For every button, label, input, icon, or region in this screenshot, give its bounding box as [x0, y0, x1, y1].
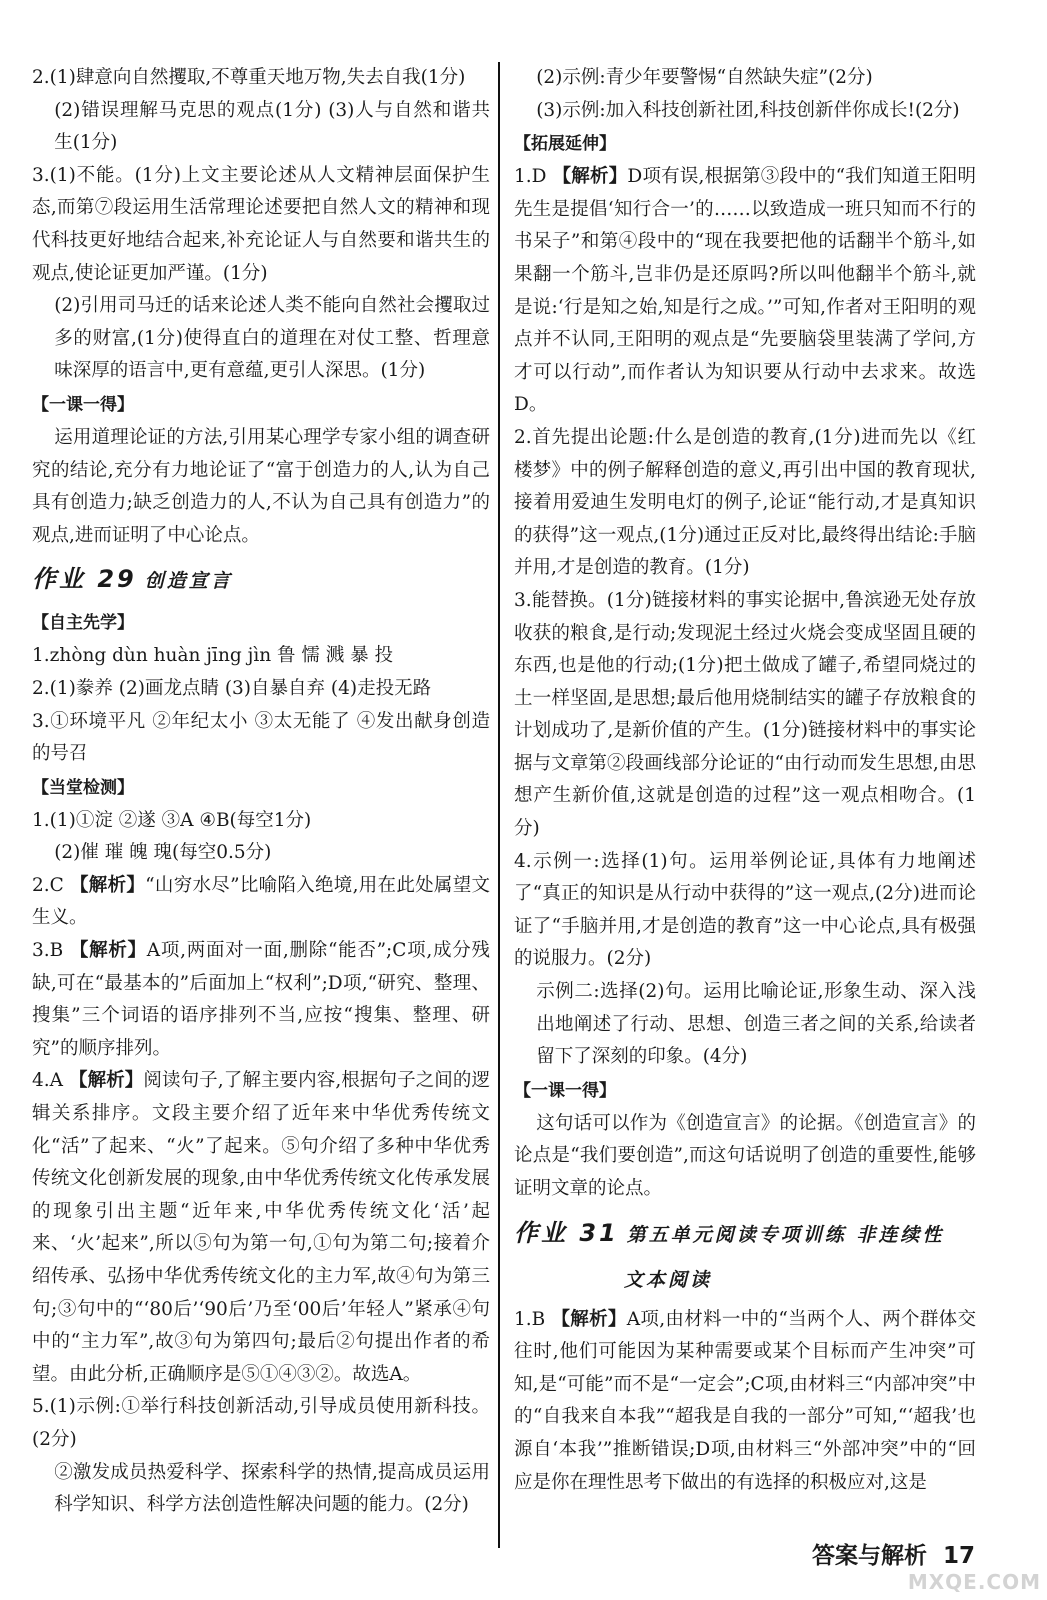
answer-2: 2.(1)肆意向自然攫取,不尊重天地万物,失去自我(1分) — [32, 67, 466, 88]
reading-1 — [514, 1304, 976, 1500]
assignment-number: 作业 29 — [32, 565, 137, 594]
choice-letter: 1.B — [514, 1308, 552, 1330]
analysis-tag: 【解析】 — [552, 166, 628, 188]
pinyin-answer: 1.zhòng dùn huàn jīng jìn 鲁 懦 溅 暴 投 — [32, 645, 394, 667]
check-2 — [32, 870, 490, 935]
choice-letter: 4.A — [32, 1070, 69, 1092]
answer-3-sub: (2)引用司马迁的话来论述人类不能向自然社会攫取过多的财富,(1分)使得直白的道理在对仗工整、哲理意味深厚的语言中,更有意蕴,更引人深思。(1分) — [54, 295, 490, 382]
extend-1 — [514, 161, 976, 422]
page-footer — [812, 1537, 975, 1570]
answer-2-sub: (2)错误理解马克思的观点(1分) (3)人与自然和谐共生(1分) — [54, 99, 490, 154]
analysis-tag: 【解析】 — [69, 874, 146, 896]
reasons-answer: 3.①环境平凡 ②年纪太小 ③太无能了 ④发出献身创造的号召 — [32, 710, 490, 765]
section-heading: 【当堂检测】 — [32, 777, 134, 798]
section-heading: 【一课一得】 — [32, 394, 134, 415]
analysis-text: A项,两面对一面,删除“能否”;C项,成分残缺,可在“最基本的”后面加上“权利”;D项,“研究、整理、搜集”三个词语的语序排列不当,应按“搜集、整理、研究”的顺序排列。 — [32, 940, 490, 1059]
analysis-text: A项,由材料一中的“当两个人、两个群体交往时,他们可能因为某种需要或某个目标而产生冲突”可知,是“可能”而不是“一定会”;C项,由材料三“内部冲突”中的“自我来自本我”“超我是自我的一部分”可知,“‘超我’也源自‘本我’”推断错误;D项,由材料三“外部冲突”中的“回应是你在理性思考下做出的有选择的积极应对,这是 — [514, 1308, 976, 1493]
check-4 — [32, 1065, 490, 1391]
extend-3: 3.能替换。(1分)链接材料的事实论据中,鲁滨逊无处存放收获的粮食,是行动;发现泥土经过火烧会变成坚固且硬的东西,也是他的行动;(1分)把土做成了罐子,希望同烧过的土一样坚固,是思想;最后他用烧制结实的罐子存放粮食的计划成功了,是新价值的产生。(1分)链接材料中的事实论据与文章第②段画线部分论证的“由行动而发生思想,由思想产生新价值,这就是创造的过程”这一观点相吻合。(1分) — [514, 589, 976, 840]
summary-paragraph: 这句话可以作为《创造宣言》的论据。《创造宣言》的论点是“我们要创造”,而这句话说明了创造的重要性,能够证明文章的论点。 — [514, 1112, 976, 1199]
analysis-tag: 【解析】 — [551, 1308, 627, 1330]
assignment-name: 第五单元阅读专项训练 非连续性 — [626, 1223, 945, 1246]
assignment-name: 创造宣言 — [144, 570, 233, 593]
summary-paragraph: 运用道理论证的方法,引用某心理学专家小组的调查研究的结论,充分有力地论证了“富于创造力的人,认为自己具有创造力;缺乏创造力的人,不认为自己具有创造力”的观点,进而证明了中心论点。 — [32, 426, 490, 546]
choice-letter: 3.B — [32, 940, 70, 962]
section-heading: 【自主先学】 — [32, 613, 134, 634]
left-column — [32, 62, 490, 1522]
extend-4: 4.示例一:选择(1)句。运用举例论证,具体有力地阐述了“真正的知识是从行动中获得的”这一观点,(2分)进而论证了“手脑并用,才是创造的教育”这一中心论点,具有极强的说服力。(2分) — [514, 850, 976, 970]
check-5-sub: ②激发成员热爱科学、探索科学的热情,提高成员运用科学知识、科学方法创造性解决问题的能力。(2分) — [54, 1461, 490, 1516]
extend-4-example-2: 示例二:选择(2)句。运用比喻论证,形象生动、深入浅出地阐述了行动、思想、创造三者之间的关系,给读者留下了深刻的印象。(4分) — [536, 981, 976, 1068]
analysis-tag: 【解析】 — [69, 1070, 144, 1092]
right-column — [514, 62, 976, 1499]
answer-5-2: (2)示例:青少年要警惕“自然缺失症”(2分) — [536, 67, 873, 88]
words-answer: 2.(1)豢养 (2)画龙点睛 (3)自暴自弃 (4)走投无路 — [32, 677, 432, 699]
assignment-title — [32, 558, 490, 602]
footer-label: 答案与解析 — [811, 1543, 927, 1569]
assignment-title — [514, 1212, 976, 1256]
check-3 — [32, 935, 490, 1065]
answer-5-3: (3)示例:加入科技创新社团,科技创新伴你成长!(2分) — [536, 99, 960, 121]
check-5: 5.(1)示例:①举行科技创新活动,引导成员使用新科技。(2分) — [32, 1396, 490, 1450]
extend-2: 2.首先提出论题:什么是创造的教育,(1分)进而先以《红楼梦》中的例子解释创造的意义,再引出中国的教育现状,接着用爱迪生发明电灯的例子,论证“能行动,才是真知识的获得”这一观点,(1分)通过正反对比,最终得出结论:手脑并用,才是创造的教育。(1分) — [514, 426, 976, 579]
section-heading: 【拓展延伸】 — [514, 134, 616, 155]
column-divider — [498, 62, 500, 1548]
analysis-text: “山穷水尽”比喻陷入绝境,用在此处属望文生义。 — [32, 874, 490, 929]
section-heading: 【一课一得】 — [514, 1080, 616, 1101]
answer-3: 3.(1)不能。(1分)上文主要论述从人文精神层面保护生态,而第⑦段运用生活常理论述要把自然人文的精神和现代科技更好地结合起来,补充论证人与自然要和谐共生的观点,使论证更加严谨。(1分) — [32, 164, 490, 284]
watermark: MXQE.COM — [907, 1570, 1041, 1594]
assignment-name-line2: 文本阅读 — [624, 1268, 713, 1291]
analysis-text: D项有误,根据第③段中的“我们知道王阳明先生是提倡‘知行合一’的……以致造成一班只知而不行的书呆子”和第④段中的“现在我要把他的话翻半个筋斗,如果翻一个筋斗,岂非仍是还原吗?所以叫他翻半个筋斗,就是说:‘行是知之始,知是行之成。’”可知,作者对王阳明的观点并不认同,王阳明的观点是“先要脑袋里装满了学问,方才可以行动”,而作者认为知识要从行动中去求来。故选D。 — [514, 166, 976, 416]
check-1: 1.(1)①淀 ②遂 ③A ④B(每空1分) — [32, 809, 312, 831]
choice-letter: 1.D — [514, 166, 553, 188]
analysis-tag: 【解析】 — [69, 940, 147, 962]
choice-letter: 2.C — [32, 874, 70, 896]
analysis-text: 阅读句子,了解主要内容,根据句子之间的逻辑关系排序。文段主要介绍了近年来中华优秀传统文化“活”了起来、“火”了起来。⑤句介绍了多种中华优秀传统文化创新发展的现象,由中华优秀传统文化传承发展的现象引出主题“近年来,中华优秀传统文化‘活’起来、‘火’起来”,所以⑤句为第一句,①句为第二句;接着介绍传承、弘扬中华优秀传统文化的主力军,故④句为第三句;③句中的“‘80后’‘90后’乃至‘00后’年轻人”紧承④句中的“主力军”,故③句为第四句;最后②句提出作者的希望。由此分析,正确顺序是⑤①④③②。故选A。 — [32, 1070, 490, 1385]
page-number: 17 — [942, 1543, 975, 1569]
assignment-number: 作业 31 — [514, 1218, 619, 1247]
check-1-sub: (2)催 璀 魄 瑰(每空0.5分) — [54, 842, 272, 864]
